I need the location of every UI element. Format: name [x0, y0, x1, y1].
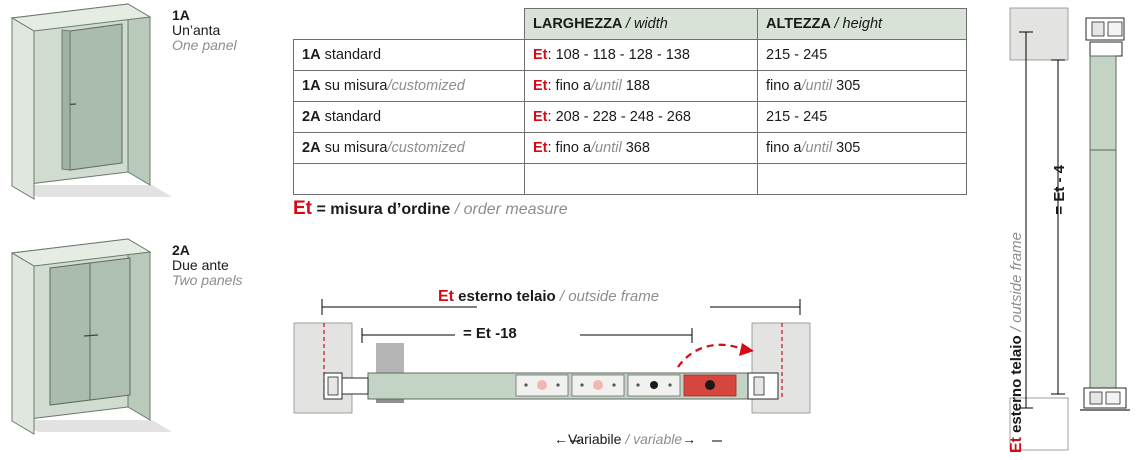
panel-2a-en: Two panels — [172, 272, 243, 288]
variable-arrow-right: → — [682, 431, 697, 447]
et-marker: Et — [438, 288, 454, 305]
row-code: 1A — [302, 47, 321, 63]
row-width-sep: : — [547, 47, 556, 63]
row-width-en: /until — [591, 140, 622, 156]
table-row — [294, 40, 967, 71]
table-row — [294, 102, 967, 133]
outside-frame-it: esterno telaio — [454, 288, 560, 305]
row-code: 2A — [302, 140, 321, 156]
row-label-en: /customized — [387, 140, 465, 156]
panel-1a-en: One panel — [172, 37, 237, 53]
header-width-en: / width — [625, 16, 668, 32]
dimension-variable-label — [554, 431, 696, 447]
legend-et-marker: Et — [293, 198, 312, 219]
panel-label-2a — [172, 243, 243, 288]
et-marker: Et — [533, 140, 548, 156]
panel-1a-it: Un’anta — [172, 22, 221, 38]
panel-illustrations — [0, 0, 300, 459]
header-empty — [294, 9, 525, 40]
header-height — [758, 9, 967, 40]
row-height — [758, 71, 967, 102]
row-height — [758, 133, 967, 164]
row-label — [294, 71, 525, 102]
header-width-it: LARGHEZZA — [533, 16, 622, 32]
panel-2a-it: Due ante — [172, 257, 229, 273]
variable-arrow-left: ← — [554, 431, 568, 447]
et-marker: Et — [533, 109, 548, 125]
row-label — [294, 102, 525, 133]
row-width-sep: : fino a — [547, 140, 592, 156]
et-marker: Et — [533, 78, 548, 94]
header-width — [525, 9, 758, 40]
vertical-outside-frame-label — [1008, 232, 1026, 453]
row-height-it: fino a — [766, 140, 802, 156]
row-label-it: su misura — [320, 78, 388, 94]
variable-it: Variabile — [568, 431, 626, 447]
dimension-inner-label — [463, 325, 517, 342]
row-label — [294, 40, 525, 71]
row-height — [758, 40, 967, 71]
row-height — [758, 164, 967, 195]
row-width — [525, 133, 758, 164]
vertical-inner-text: = Et - 4 — [1051, 165, 1068, 215]
row-width-value: 108 - 118 - 128 - 138 — [555, 47, 690, 63]
panel-1a-code: 1A — [172, 7, 190, 23]
row-height-value: 215 - 245 — [766, 47, 828, 63]
row-width-en: /until — [591, 78, 622, 94]
legend-en: / order measure — [454, 201, 568, 218]
panel-label-1a — [172, 8, 237, 53]
row-height-value: 305 — [832, 78, 861, 94]
outside-frame-en: / outside frame — [559, 288, 660, 305]
row-code: 2A — [302, 109, 321, 125]
row-label-it: standard — [320, 109, 382, 125]
row-width — [525, 71, 758, 102]
legend-et — [293, 198, 568, 220]
inner-dim-text: = Et -18 — [463, 325, 517, 342]
row-height-en: /until — [801, 140, 833, 156]
row-width-value: 188 — [621, 78, 650, 94]
row-height-value: 215 - 245 — [766, 109, 828, 125]
row-width — [525, 102, 758, 133]
et-marker: Et — [1008, 437, 1025, 454]
row-label-it: standard — [320, 47, 382, 63]
row-height-it: fino a — [766, 78, 802, 94]
row-width-value: 208 - 228 - 248 - 268 — [555, 109, 691, 125]
row-height — [758, 102, 967, 133]
row-label-it: su misura — [320, 140, 388, 156]
table-row — [294, 71, 967, 102]
row-height-value: 305 — [832, 140, 861, 156]
row-code: 1A — [302, 78, 321, 94]
panel-2a-code: 2A — [172, 242, 190, 258]
legend-it: = misura d’ordine — [312, 201, 455, 218]
header-height-it: ALTEZZA — [766, 16, 831, 32]
specs-table — [293, 8, 967, 195]
vertical-outside-frame-it: esterno telaio — [1008, 331, 1025, 438]
row-label — [294, 164, 525, 195]
row-width-value: 368 — [621, 140, 650, 156]
table-row — [294, 164, 967, 195]
table-row — [294, 133, 967, 164]
header-height-en: / height — [834, 16, 883, 32]
vertical-outside-frame-en: / outside frame — [1008, 232, 1025, 332]
row-width — [525, 40, 758, 71]
row-label-en: /customized — [387, 78, 465, 94]
variable-en: / variable — [625, 431, 683, 447]
row-width-sep: : fino a — [547, 78, 592, 94]
row-width — [525, 164, 758, 195]
row-width-sep: : — [547, 109, 556, 125]
vertical-inner-label — [1051, 165, 1068, 215]
table-header-row — [294, 9, 967, 40]
specs-table-wrapper — [293, 8, 967, 195]
row-height-en: /until — [801, 78, 833, 94]
et-marker: Et — [533, 47, 548, 63]
row-label — [294, 133, 525, 164]
dimension-outside-frame-label — [438, 288, 659, 306]
